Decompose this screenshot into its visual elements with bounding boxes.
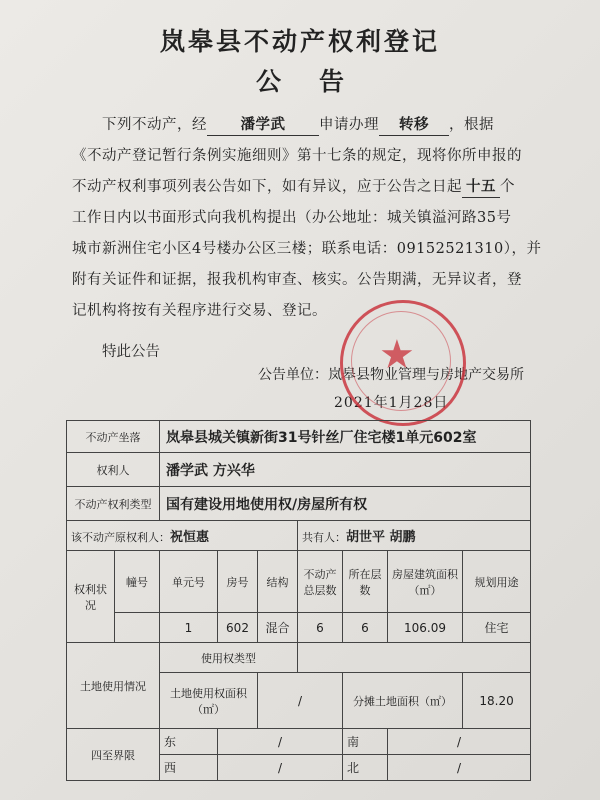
- location-value: 岚皋县城关镇新街31号针丝厂住宅楼1单元602室: [160, 421, 531, 453]
- cell-building: [115, 613, 160, 643]
- boundary-label: 四至界限: [67, 729, 160, 781]
- col-header-usage: 规划用途: [463, 551, 531, 613]
- body-line-7: 记机构将按有关程序进行交易、登记。: [72, 303, 327, 319]
- west-value: /: [218, 755, 343, 781]
- publish-date: 2021年1月28日: [334, 395, 449, 411]
- holder-value: 潘学武 方兴华: [160, 453, 531, 487]
- special-notice: 特此公告: [102, 344, 160, 360]
- col-header-unit: 单元号: [160, 551, 218, 613]
- original-holder-cell: [67, 521, 298, 551]
- objection-days: 十五: [462, 177, 500, 198]
- notice-title: 岚皋县不动产权利登记: [159, 27, 440, 56]
- body-line-2: 《不动产登记暂行条例实施细则》第十七条的规定，现将你所申报的: [72, 148, 522, 164]
- cell-unit: 1: [160, 613, 218, 643]
- applicant-name: 潘学武: [207, 115, 319, 136]
- right-type-label: 不动产权利类型: [67, 487, 160, 521]
- use-type-label: 使用权类型: [160, 643, 298, 673]
- col-header-room: 房号: [218, 551, 258, 613]
- notice-subtitle: 公告: [255, 67, 382, 96]
- official-seal: [340, 300, 466, 426]
- north-label: 北: [343, 755, 388, 781]
- location-label: 不动产坐落: [67, 421, 160, 453]
- land-area-value: /: [258, 673, 343, 729]
- co-holder-label: 共有人：: [302, 531, 346, 544]
- col-header-area: 房屋建筑面积（㎡）: [388, 551, 463, 613]
- east-value: /: [218, 729, 343, 755]
- land-area-label: 土地使用权面积（㎡）: [160, 673, 258, 729]
- land-status-label: 土地使用情况: [67, 643, 160, 729]
- co-holder-value: 胡世平 胡鹏: [346, 530, 416, 545]
- col-header-building: 幢号: [115, 551, 160, 613]
- cell-area: 106.09: [388, 613, 463, 643]
- col-header-floor: 所在层数: [343, 551, 388, 613]
- body-line-4: 工作日内以书面形式向我机构提出（办公地址：城关镇溢河路35号: [72, 210, 512, 226]
- holder-label: 权利人: [67, 453, 160, 487]
- original-holder-value: 祝恒惠: [170, 530, 210, 545]
- seal-star-icon: ★: [379, 332, 415, 378]
- publisher: 公告单位：岚皋县物业管理与房地产交易所: [258, 367, 524, 383]
- rights-status-label: 权利状况: [67, 551, 115, 643]
- shared-area-value: 18.20: [463, 673, 531, 729]
- cell-floor: 6: [343, 613, 388, 643]
- co-holder-cell: [298, 521, 531, 551]
- cell-total-floors: 6: [298, 613, 343, 643]
- use-type-value: [298, 643, 531, 673]
- body-line-3: 不动产权利事项列表公告如下，如有异议，应于公告之日起 十五 个: [72, 172, 550, 203]
- col-header-total-floors: 不动产总层数: [298, 551, 343, 613]
- cell-room: 602: [218, 613, 258, 643]
- property-info-table: [66, 420, 531, 781]
- east-label: 东: [160, 729, 218, 755]
- shared-area-label: 分摊土地面积（㎡）: [343, 673, 463, 729]
- north-value: /: [388, 755, 531, 781]
- body-line-6: 附有关证件和证据，报我机构审查、核实。公告期满，无异议者，登: [72, 272, 522, 288]
- business-type: 转移: [379, 115, 449, 136]
- body-line-5: 城市新洲住宅小区4号楼办公区三楼；联系电话：09152521310），并: [72, 241, 542, 257]
- right-type-value: 国有建设用地使用权/房屋所有权: [160, 487, 531, 521]
- cell-structure: 混合: [258, 613, 298, 643]
- cell-usage: 住宅: [463, 613, 531, 643]
- col-header-structure: 结构: [258, 551, 298, 613]
- west-label: 西: [160, 755, 218, 781]
- original-holder-label: 该不动产原权利人：: [71, 531, 170, 544]
- south-value: /: [388, 729, 531, 755]
- body-line-1: 下列不动产，经 潘学武 申请办理 转移 ，根据: [72, 110, 550, 141]
- notice-body: [72, 110, 550, 327]
- south-label: 南: [343, 729, 388, 755]
